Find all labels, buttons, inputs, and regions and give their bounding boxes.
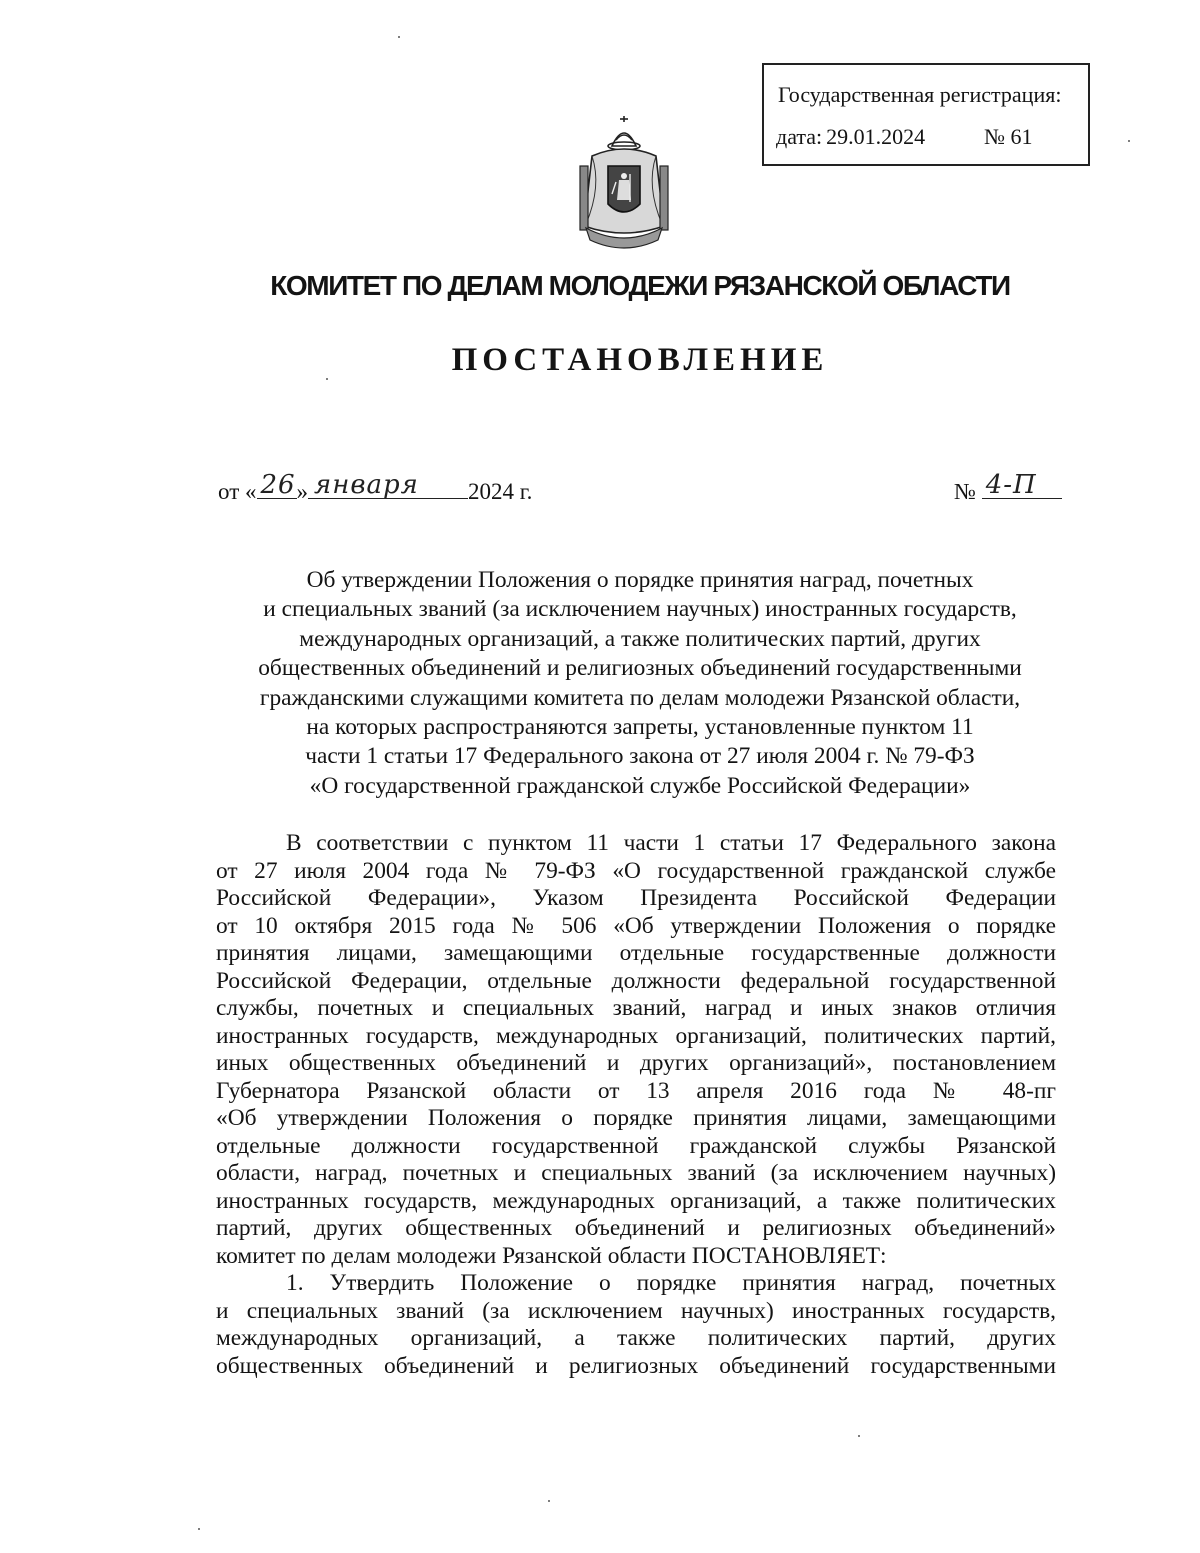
scan-speck xyxy=(198,1528,200,1530)
title-line: гражданскими служащими комитета по делам молодежи Рязанской области, xyxy=(259,684,1021,711)
scan-speck xyxy=(398,36,400,38)
body-line: «Об утверждении Положения о порядке принятия лицами, замещающими xyxy=(216,1105,1056,1131)
number-handwritten: 4-П xyxy=(985,470,1037,500)
scan-speck xyxy=(1128,140,1130,142)
body-line: международных организаций, а также политических партий, других xyxy=(216,1325,1056,1351)
date-line xyxy=(218,470,533,505)
body-line: 1. Утвердить Положение о порядке принятия наград, почетных xyxy=(286,1270,1056,1296)
body-line: партий, других общественных объединений и религиозных объединений» xyxy=(216,1215,1056,1241)
body-line: от 27 июля 2004 года № 79-ФЗ «О государственной гражданской службе xyxy=(216,857,1056,884)
body-line: Российской Федерации, отдельные должности федеральной государственной xyxy=(216,967,1056,994)
registration-date-label: дата: xyxy=(776,124,823,149)
number-line xyxy=(954,470,1062,505)
title-line: на которых распространяются запреты, установленные пунктом 11 xyxy=(306,714,974,741)
number-prefix: № xyxy=(954,479,976,504)
registration-box xyxy=(762,63,1090,166)
body-line: и специальных званий (за исключением научных) иностранных государств, xyxy=(216,1297,1056,1324)
body-line: области, наград, почетных и специальных званий (за исключением научных) xyxy=(216,1160,1056,1186)
title-line: «О государственной гражданской службе Российской Федерации» xyxy=(309,772,971,799)
title-line: Об утверждении Положения о порядке принятия наград, почетных xyxy=(306,567,974,593)
body-line: иностранных государств, международных организаций, а также политических xyxy=(216,1187,1056,1214)
title-line: части 1 статьи 17 Федерального закона от 27 июля 2004 г. № 79-ФЗ xyxy=(305,743,975,770)
body-line: отдельные должности государственной гражданской службы Рязанской xyxy=(216,1132,1056,1159)
body-line: В соответствии с пунктом 11 части 1 статьи 17 Федерального закона xyxy=(286,830,1056,856)
body-line: от 10 октября 2015 года № 506 «Об утверждении Положения о порядке xyxy=(216,912,1056,939)
date-day-handwritten: 26 xyxy=(260,470,296,500)
registration-date xyxy=(776,124,925,150)
body-line: иностранных государств, международных организаций, политических партий, xyxy=(216,1022,1056,1049)
title-line: общественных объединений и религиозных объединений государственными xyxy=(258,655,1022,682)
date-month-handwritten: января xyxy=(314,470,419,500)
coat-of-arms-icon xyxy=(572,116,676,256)
number-blank xyxy=(982,470,1062,500)
registration-number: № 61 xyxy=(984,124,1033,149)
committee-heading: КОМИТЕТ ПО ДЕЛАМ МОЛОДЕЖИ РЯЗАНСКОЙ ОБЛАСТИ xyxy=(270,270,1010,301)
scan-speck xyxy=(548,1500,550,1502)
title-line: международных организаций, а также политических партий, других xyxy=(299,625,981,652)
body-line: службы, почетных и специальных званий, наград и иных знаков отличия xyxy=(216,995,1056,1021)
date-year: 2024 г. xyxy=(468,479,533,504)
document-title xyxy=(200,566,1080,801)
body-line: общественных объединений и религиозных объединений государственными xyxy=(216,1352,1056,1379)
registration-title: Государственная регистрация: xyxy=(778,82,1062,107)
scan-speck xyxy=(326,378,328,380)
date-prefix: от « xyxy=(218,479,257,504)
date-mid: » xyxy=(296,479,308,504)
document-body xyxy=(216,830,1056,1380)
scan-speck xyxy=(858,1435,860,1437)
body-line: Российской Федерации», Указом Президента Российской Федерации xyxy=(216,885,1056,911)
document-type-heading: ПОСТАНОВЛЕНИЕ xyxy=(451,342,829,378)
date-day-blank xyxy=(257,470,297,500)
date-month-blank xyxy=(308,470,468,500)
body-line: комитет по делам молодежи Рязанской области ПОСТАНОВЛЯЕТ: xyxy=(216,1242,887,1269)
body-line: принятия лицами, замещающими отдельные государственные должности xyxy=(216,940,1056,966)
registration-date-value: 29.01.2024 xyxy=(826,124,926,149)
body-line: Губернатора Рязанской области от 13 апреля 2016 года № 48-пг xyxy=(216,1077,1056,1104)
body-line: иных общественных объединений и других организаций», постановлением xyxy=(216,1050,1056,1076)
title-line: и специальных званий (за исключением научных) иностранных государств, xyxy=(263,596,1017,623)
